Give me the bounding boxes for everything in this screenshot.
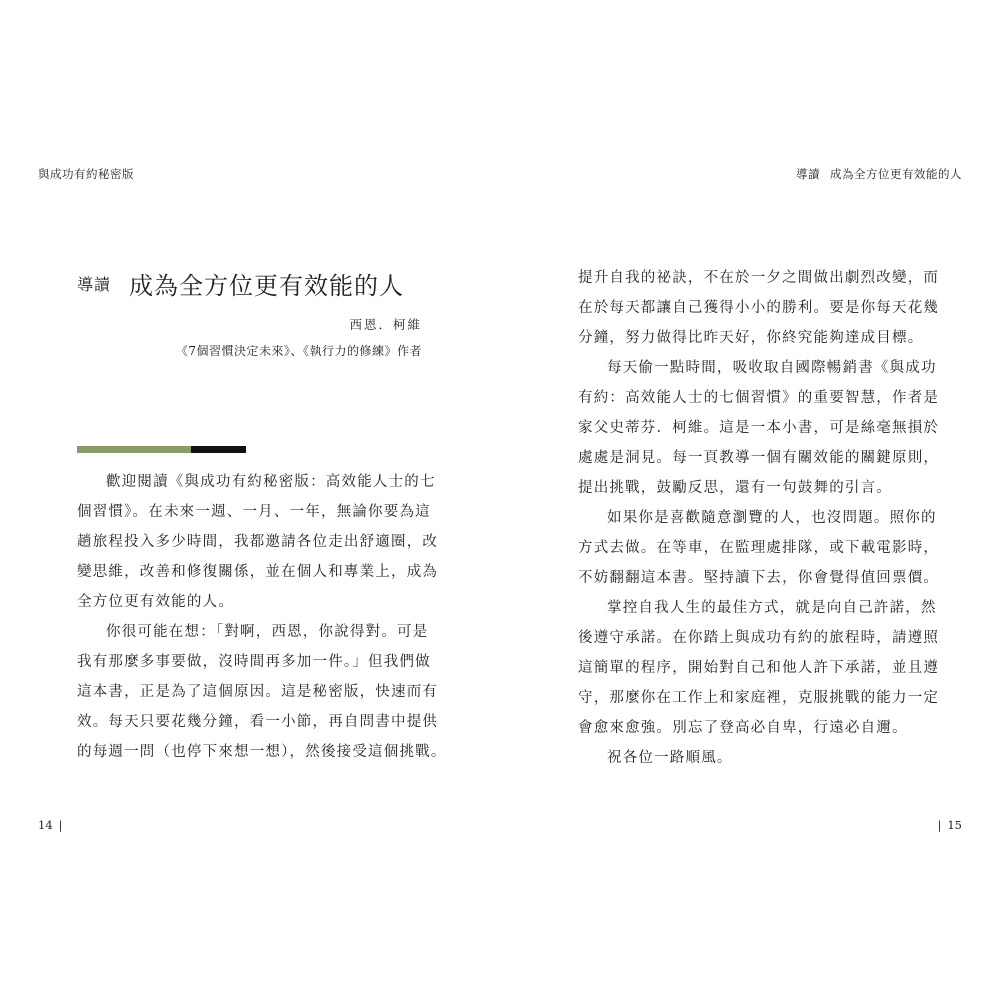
rule-green-segment [77,446,191,453]
text-line: 的每週一問（也停下來想一想），然後接受這個挑戰。 [77,744,447,760]
text-line: 這簡單的程序，開始對自己和他人許下承諾，並且遵 [578,660,940,676]
text-line: 方式去做。在等車，在監理處排隊，或下載電影時， [578,540,940,556]
text-line: 祝各位一路順風。 [607,750,733,766]
text-line: 提出挑戰，鼓勵反思，還有一句鼓舞的引言。 [578,480,892,496]
chapter-heading [77,266,404,301]
text-line: 在於每天都讓自己獲得小小的勝利。要是你每天花幾 [578,300,940,316]
text-line: 不妨翻翻這本書。堅持讀下去，你會覺得值回票價。 [578,570,940,586]
page-number-right [931,818,962,832]
paragraph [578,353,940,503]
page-number-left [38,818,69,832]
chapter-label: 導讀 [77,275,112,294]
right-body-text [578,263,940,773]
paragraph [77,617,447,767]
running-head-title: 成為全方位更有效能的人 [830,167,962,181]
text-line: 全方位更有效能的人。 [77,594,234,610]
running-head-right [796,166,962,182]
text-line: 後遵守承諾。在你踏上與成功有約的旅程時，請遵照 [578,630,940,646]
text-line: 提升自我的祕訣，不在於一夕之間做出劇烈改變，而 [578,270,940,286]
text-line: 趟旅程投入多少時間，我都邀請各位走出舒適圈，改 [77,534,439,550]
text-line: 分鐘，努力做得比昨天好，你終究能夠達成目標。 [578,330,924,346]
author-credit: 《7個習慣決定未來》、《執行力的修練》作者 [175,344,422,358]
paragraph [77,467,439,617]
text-line: 守，那麼你在工作上和家庭裡，克服挑戰的能力一定 [578,690,940,706]
text-line: 個習慣》。在未來一週、一月、一年，無論你要為這 [77,504,431,520]
paragraph [578,593,940,743]
running-head-label: 導讀 [796,167,820,181]
paragraph [578,743,923,773]
running-head-left: 與成功有約秘密版 [38,167,134,181]
left-body-text [77,467,447,767]
text-line: 每天偷一點時間，吸收取自國際暢銷書《與成功 [607,360,937,376]
text-line: 有約：高效能人士的七個習慣》的重要智慧，作者是 [578,390,940,406]
page-number-value: 15 [947,818,962,832]
folio-divider: | [58,818,63,832]
rule-black-segment [191,446,246,453]
decorative-rule [77,446,246,453]
paragraph [578,263,940,353]
text-line: 歡迎閱讀《與成功有約秘密版：高效能人士的七 [106,474,436,490]
text-line: 處處是洞見。每一頁教導一個有關效能的關鍵原則， [578,450,940,466]
text-line: 家父史蒂芬．柯維。這是一本小書，可是絲毫無損於 [578,420,940,436]
chapter-title: 成為全方位更有效能的人 [129,272,405,300]
text-line: 如果你是喜歡隨意瀏覽的人，也沒問題。照你的 [607,510,937,526]
text-line: 這本書，正是為了這個原因。這是秘密版，快速而有 [77,684,439,700]
text-line: 掌控自我人生的最佳方式，就是向自己許諾，然 [607,600,937,616]
paragraph [578,503,940,593]
text-line: 我有那麼多事要做，沒時間再多加一件。」但我們做 [77,654,431,670]
folio-divider: | [937,818,942,832]
text-line: 你很可能在想：「對啊，西恩，你說得對。可是 [106,624,429,640]
text-line: 變思維，改善和修復關係，並在個人和專業上，成為 [77,564,439,580]
text-line: 效。每天只要花幾分鐘，看一小節，再自問書中提供 [77,714,439,730]
author-name: 西恩．柯維 [349,317,422,332]
page-number-value: 14 [38,818,53,832]
text-line: 會愈來愈強。別忘了登高必自卑，行遠必自邇。 [578,720,908,736]
